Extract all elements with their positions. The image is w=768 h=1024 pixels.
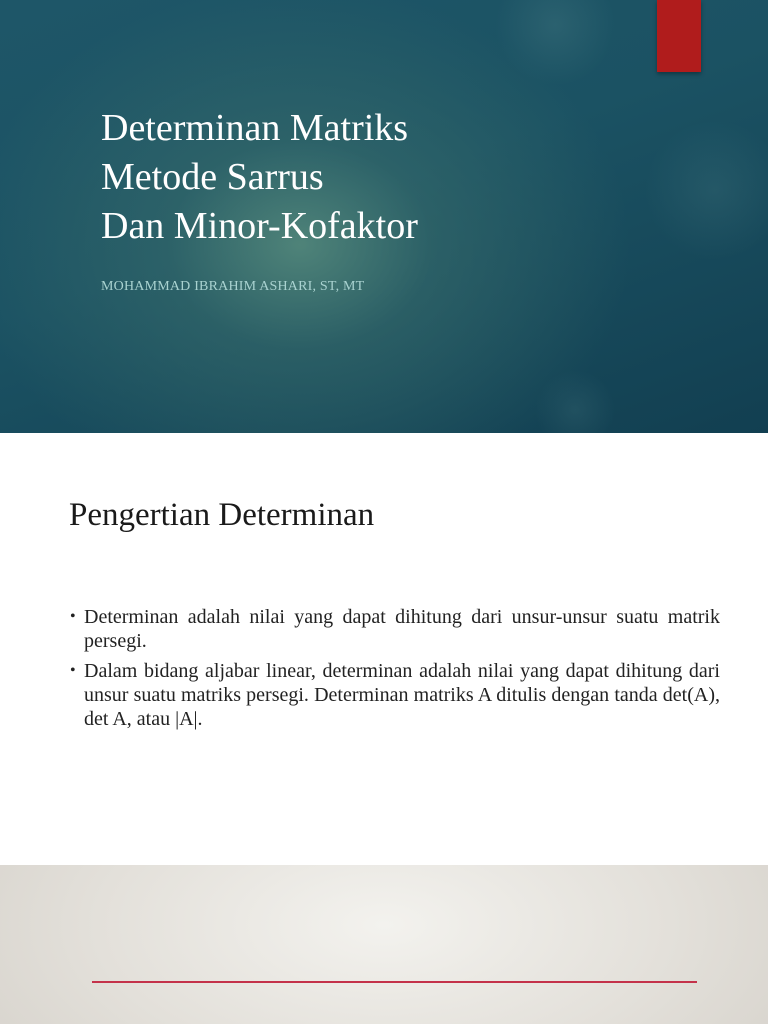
- divider-rule: [92, 981, 697, 983]
- title-line-2: Metode Sarrus: [101, 156, 324, 198]
- bullet-text: Dalam bidang aljabar linear, determinan adalah nilai yang dapat dihitung dari unsur suatu matriks persegi. Determinan matriks A ditulis dengan tanda det(A), det A, atau |A|.: [84, 660, 720, 730]
- bullet-item: [70, 659, 720, 731]
- title-line-3: Dan Minor-Kofaktor: [101, 205, 418, 247]
- title-line-1: Determinan Matriks: [101, 107, 409, 149]
- bullet-text: Determinan adalah nilai yang dapat dihitung dari unsur-unsur suatu matrik persegi.: [84, 606, 720, 652]
- definition-slide: [0, 433, 768, 865]
- bullet-icon: •: [70, 608, 76, 625]
- slide-title: [101, 104, 418, 251]
- next-slide-partial: [0, 865, 768, 1024]
- slide-heading: Pengertian Determinan: [69, 497, 375, 533]
- bullet-icon: •: [70, 662, 76, 679]
- title-slide: [0, 0, 768, 433]
- bullet-item: [70, 605, 720, 653]
- bullet-list: [70, 605, 720, 737]
- author-name: MOHAMMAD IBRAHIM ASHARI, ST, MT: [101, 279, 365, 294]
- accent-tab: [657, 0, 701, 72]
